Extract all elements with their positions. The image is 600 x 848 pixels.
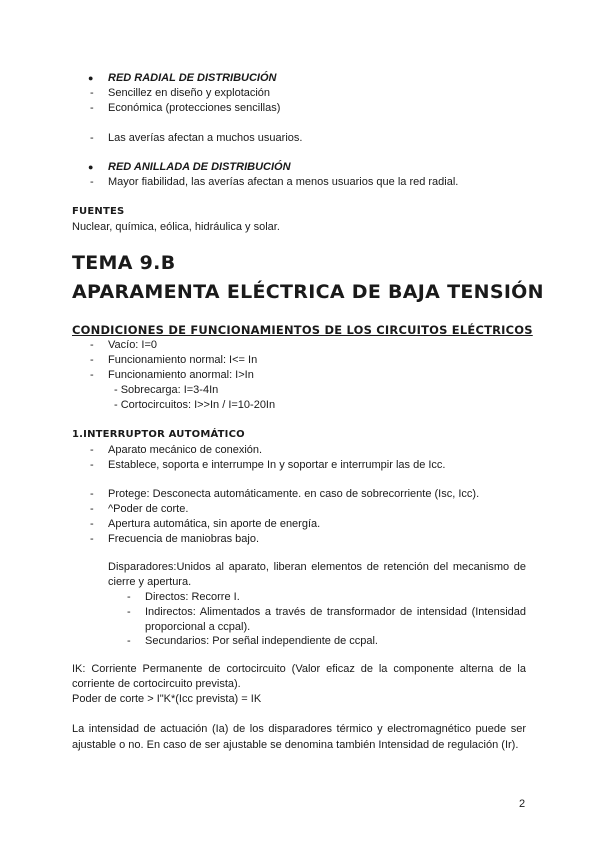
disparadores-text: Disparadores:Unidos al aparato, liberan elementos de retención del mecanismo de cierre y apertura. bbox=[108, 561, 526, 588]
anillada-title: RED ANILLADA DE DISTRIBUCIÓN bbox=[108, 161, 291, 173]
condiciones-title: CONDICIONES DE FUNCIONAMIENTOS DE LOS CIRCUITOS ELÉCTRICOS bbox=[72, 323, 533, 337]
dash: - bbox=[90, 459, 94, 471]
dash: - bbox=[90, 533, 94, 545]
tema-subtitle: APARAMENTA ELÉCTRICA DE BAJA TENSIÓN bbox=[72, 281, 544, 303]
list-item: ^Poder de corte. bbox=[108, 503, 189, 515]
dash: - bbox=[90, 518, 94, 530]
list-item: Establece, soporta e interrumpe In y soportar e interrumpir las de Icc. bbox=[108, 459, 446, 471]
list-item: Sencillez en diseño y explotación bbox=[108, 87, 271, 99]
dash: - bbox=[90, 488, 94, 500]
dash: - bbox=[90, 444, 94, 456]
interruptor-title: 1.INTERRUPTOR AUTOMÁTICO bbox=[72, 429, 245, 440]
list-item: Secundarios: Por señal independiente de ccpal. bbox=[145, 635, 378, 647]
list-item: Apertura automática, sin aporte de energía. bbox=[108, 518, 321, 530]
dash: - bbox=[90, 503, 94, 515]
list-item: Funcionamiento normal: I<= In bbox=[108, 354, 258, 366]
bullet-radial: ● bbox=[88, 73, 94, 83]
list-item: Directos: Recorre I. bbox=[145, 591, 240, 603]
page-number: 2 bbox=[519, 798, 526, 810]
list-item: Mayor fiabilidad, las averías afectan a menos usuarios que la red radial. bbox=[108, 176, 459, 188]
dash: - bbox=[127, 635, 131, 647]
list-item: Aparato mecánico de conexión. bbox=[108, 444, 263, 456]
list-item: Indirectos: Alimentados a través de transformador de intensidad (Intensidad proporcional a ccpal). bbox=[145, 606, 526, 633]
dash: - bbox=[90, 132, 94, 144]
dash: - bbox=[127, 606, 131, 618]
dash: - bbox=[90, 339, 94, 351]
dash: - bbox=[90, 354, 94, 366]
fuentes-title: FUENTES bbox=[72, 206, 125, 217]
sub-item: - Sobrecarga: I=3-4In bbox=[114, 384, 219, 396]
list-item: Frecuencia de maniobras bajo. bbox=[108, 533, 260, 545]
tema-title: TEMA 9.B bbox=[72, 252, 176, 274]
dash: - bbox=[90, 87, 94, 99]
sub-item: - Cortocircuitos: I>>In / I=10-20In bbox=[114, 399, 276, 411]
bullet-anillada: ● bbox=[88, 162, 94, 172]
list-item: Vacío: I=0 bbox=[108, 339, 158, 351]
list-item: Económica (protecciones sencillas) bbox=[108, 102, 281, 114]
dash: - bbox=[90, 369, 94, 381]
fuentes-text: Nuclear, química, eólica, hidráulica y solar. bbox=[72, 221, 280, 233]
list-item: Protege: Desconecta automáticamente. en caso de sobrecorriente (Isc, Icc). bbox=[108, 488, 480, 500]
dash: - bbox=[90, 176, 94, 188]
dash: - bbox=[127, 591, 131, 603]
intensidad-text: La intensidad de actuación (Ia) de los disparadores térmico y electromagnético puede ser ajustable o no. En caso de ser ajustable se denomina también Intensidad de regulación (Ir). bbox=[72, 723, 526, 751]
dash: - bbox=[90, 102, 94, 114]
ik-definition: IK: Corriente Permanente de cortocircuito (Valor eficaz de la componente alterna de la corriente de cortocircuito prevista). bbox=[72, 663, 526, 690]
ik-formula: Poder de corte > I"K*(Icc prevista) = IK bbox=[72, 693, 262, 705]
radial-title: RED RADIAL DE DISTRIBUCIÓN bbox=[108, 72, 277, 84]
list-item: Las averías afectan a muchos usuarios. bbox=[108, 132, 303, 144]
list-item: Funcionamiento anormal: I>In bbox=[108, 369, 254, 381]
